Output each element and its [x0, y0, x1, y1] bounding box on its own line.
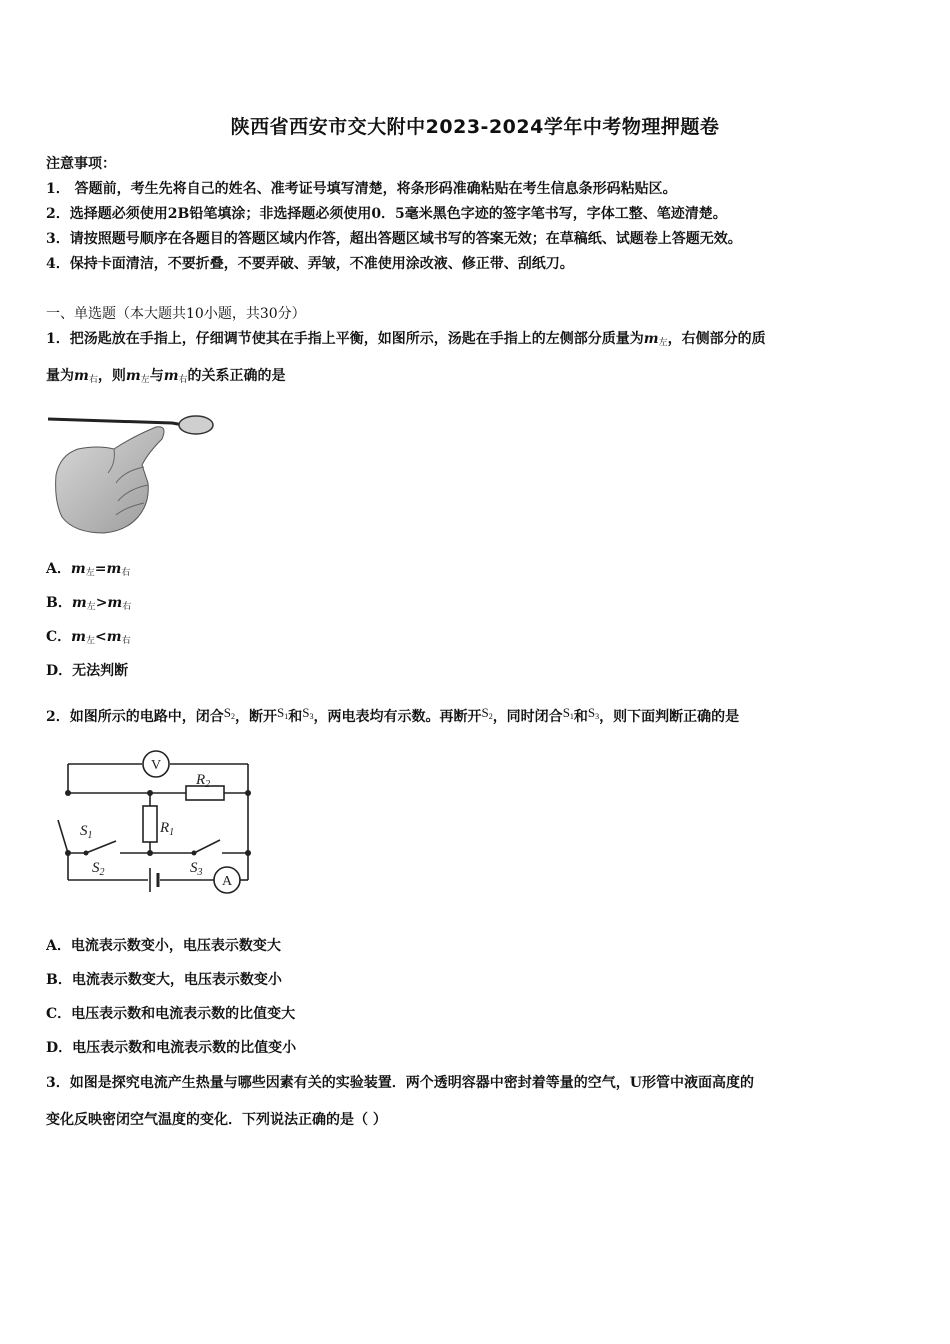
- q2-stem: 2．如图所示的电路中，闭合S2，断开S1和S3，两电表均有示数。再断开S2，同时闭合S1和S3，则下面判断正确的是: [46, 705, 740, 725]
- resistor-r1: [143, 806, 157, 842]
- notice-item-2: 2．选择题必须使用2B铅笔填涂；非选择题必须使用0．5毫米黑色字迹的签字笔书写，字体工整、笔迹清楚。: [46, 206, 727, 222]
- q2-option-c[interactable]: C．电压表示数和电流表示数的比值变大: [46, 1006, 296, 1022]
- q1-option-c[interactable]: C．$m_左<m_右$: [46, 629, 131, 646]
- s1-label: $S_1$: [80, 823, 93, 841]
- q1-option-a[interactable]: A．$m_左=m_右$: [46, 561, 131, 578]
- s2-label: $S_2$: [92, 860, 105, 878]
- q3-stem-line1: 3．如图是探究电流产生热量与哪些因素有关的实验装置．两个透明容器中密封着等量的空气，U形管中液面高度的: [46, 1075, 754, 1091]
- switch-s1: [58, 820, 68, 853]
- notice-item-4: 4．保持卡面清洁，不要折叠，不要弄破、弄皱，不准使用涂改液、修正带、刮纸刀。: [46, 256, 574, 272]
- q1-stem-line2: 量为$m_右$，则$m_左$与$m_右$的关系正确的是: [46, 368, 286, 385]
- r1-label: $R_1$: [160, 820, 175, 838]
- page-title: 陕西省西安市交大附中2023-2024学年中考物理押题卷: [230, 116, 720, 138]
- q1-option-d[interactable]: D．无法判断: [46, 663, 129, 679]
- notice-item-1: 1． 答题前，考生先将自己的姓名、准考证号填写清楚，将条形码准确粘贴在考生信息条形码粘贴区。: [46, 181, 677, 197]
- voltmeter-label: V: [150, 758, 162, 773]
- s3-label: $S_3$: [190, 860, 203, 878]
- notice-item-3: 3．请按照题号顺序在各题目的答题区域内作答，超出答题区域书写的答案无效；在草稿纸、试题卷上答题无效。: [46, 231, 742, 247]
- q2-option-b[interactable]: B．电流表示数变大，电压表示数变小: [46, 972, 282, 988]
- notice-heading: 注意事项：: [46, 156, 116, 172]
- q1-stem-line1: 1．把汤匙放在手指上，仔细调节使其在手指上平衡，如图所示，汤匙在手指上的左侧部分质量为$m_左$，右侧部分的质: [46, 331, 766, 348]
- section-heading: 一、单选题（本大题共10小题，共30分）: [46, 306, 306, 322]
- ammeter-label: A: [221, 874, 233, 889]
- spoon-on-finger-figure: [44, 405, 219, 535]
- q1-option-b[interactable]: B．$m_左>m_右$: [46, 595, 132, 612]
- q2-option-d[interactable]: D．电压表示数和电流表示数的比值变小: [46, 1040, 297, 1056]
- q2-option-a[interactable]: A．电流表示数变小，电压表示数变大: [46, 938, 281, 954]
- circuit-diagram: [44, 748, 264, 898]
- q3-stem-line2: 变化反映密闭空气温度的变化．下列说法正确的是（ ）: [46, 1112, 387, 1128]
- r2-label: $R_2$: [196, 772, 211, 790]
